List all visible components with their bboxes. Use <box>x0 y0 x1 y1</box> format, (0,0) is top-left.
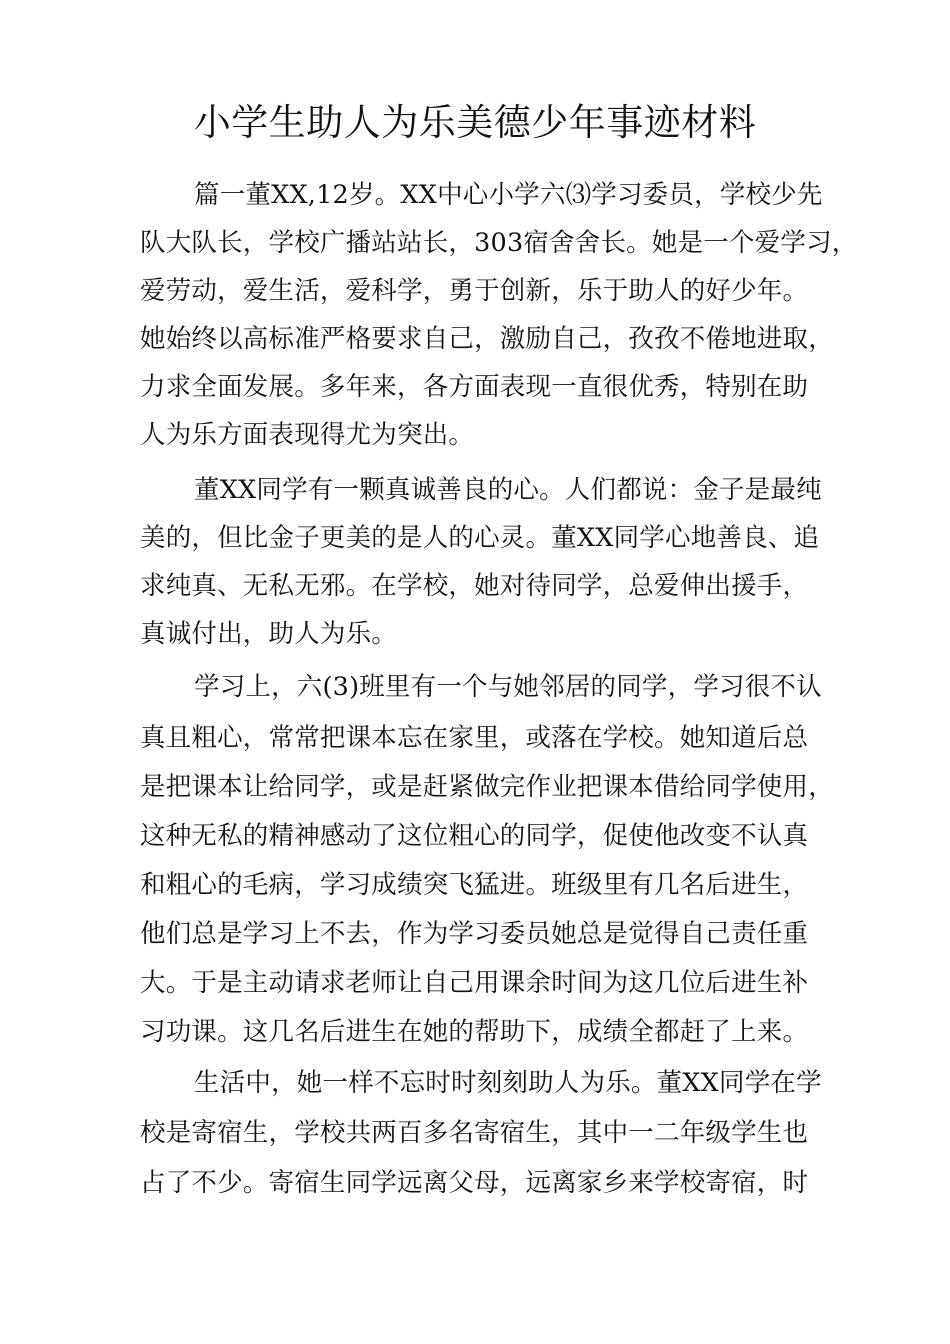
paragraph-line: 习功课。这几名后进生在她的帮助下，成绩全都赶了上来。 <box>140 1017 809 1047</box>
paragraph-line: 学习上，六(3)班里有一个与她邻居的同学，学习很不认 <box>194 672 822 702</box>
paragraph-line: 爱劳动，爱生活，爱科学，勇于创新，乐于助人的好少年。 <box>140 276 809 306</box>
document-title: 小学生助人为乐美德少年事迹材料 <box>193 101 757 144</box>
paragraph-line: 美的，但比金子更美的是人的心灵。董XX同学心地善良、追 <box>140 523 820 553</box>
paragraph-line: 队大队长，学校广播站站长，303宿舍舍长。她是一个爱学习， <box>140 228 858 258</box>
paragraph-line: 和粗心的毛病，学习成绩突飞猛进。班级里有几名后进生， <box>140 870 809 900</box>
paragraph-line: 力求全面发展。多年来，各方面表现一直很优秀，特别在助 <box>140 372 809 402</box>
paragraph-line: 他们总是学习上不去，作为学习委员她总是觉得自己责任重 <box>140 919 809 949</box>
paragraph-line: 生活中，她一样不忘时时刻刻助人为乐。董XX同学在学 <box>194 1068 822 1098</box>
paragraph-line: 校是寄宿生，学校共两百多名寄宿生，其中一二年级学生也 <box>140 1118 809 1148</box>
paragraph-line: 人为乐方面表现得尤为突出。 <box>140 420 475 450</box>
paragraph-line: 她始终以高标准严格要求自己，激励自己，孜孜不倦地进取， <box>140 324 834 354</box>
paragraph-line: 是把课本让给同学，或是赶紧做完作业把课本借给同学使用， <box>140 772 834 802</box>
paragraph-line: 大。于是主动请求老师让自己用课余时间为这几位后进生补 <box>140 968 809 998</box>
paragraph-line: 篇一董XX,12岁。XX中心小学六⑶学习委员，学校少先 <box>194 180 823 210</box>
paragraph-line: 真且粗心，常常把课本忘在家里，或落在学校。她知道后总 <box>140 723 809 753</box>
paragraph-line: 董XX同学有一颗真诚善良的心。人们都说：金子是最纯 <box>194 475 822 505</box>
paragraph-line: 求纯真、无私无邪。在学校，她对待同学，总爱伸出援手， <box>140 571 809 601</box>
paragraph-line: 这种无私的精神感动了这位粗心的同学，促使他改变不认真 <box>140 821 809 851</box>
paragraph-line: 真诚付出，助人为乐。 <box>140 619 398 649</box>
paragraph-line: 占了不少。寄宿生同学远离父母，远离家乡来学校寄宿，时 <box>140 1168 809 1198</box>
